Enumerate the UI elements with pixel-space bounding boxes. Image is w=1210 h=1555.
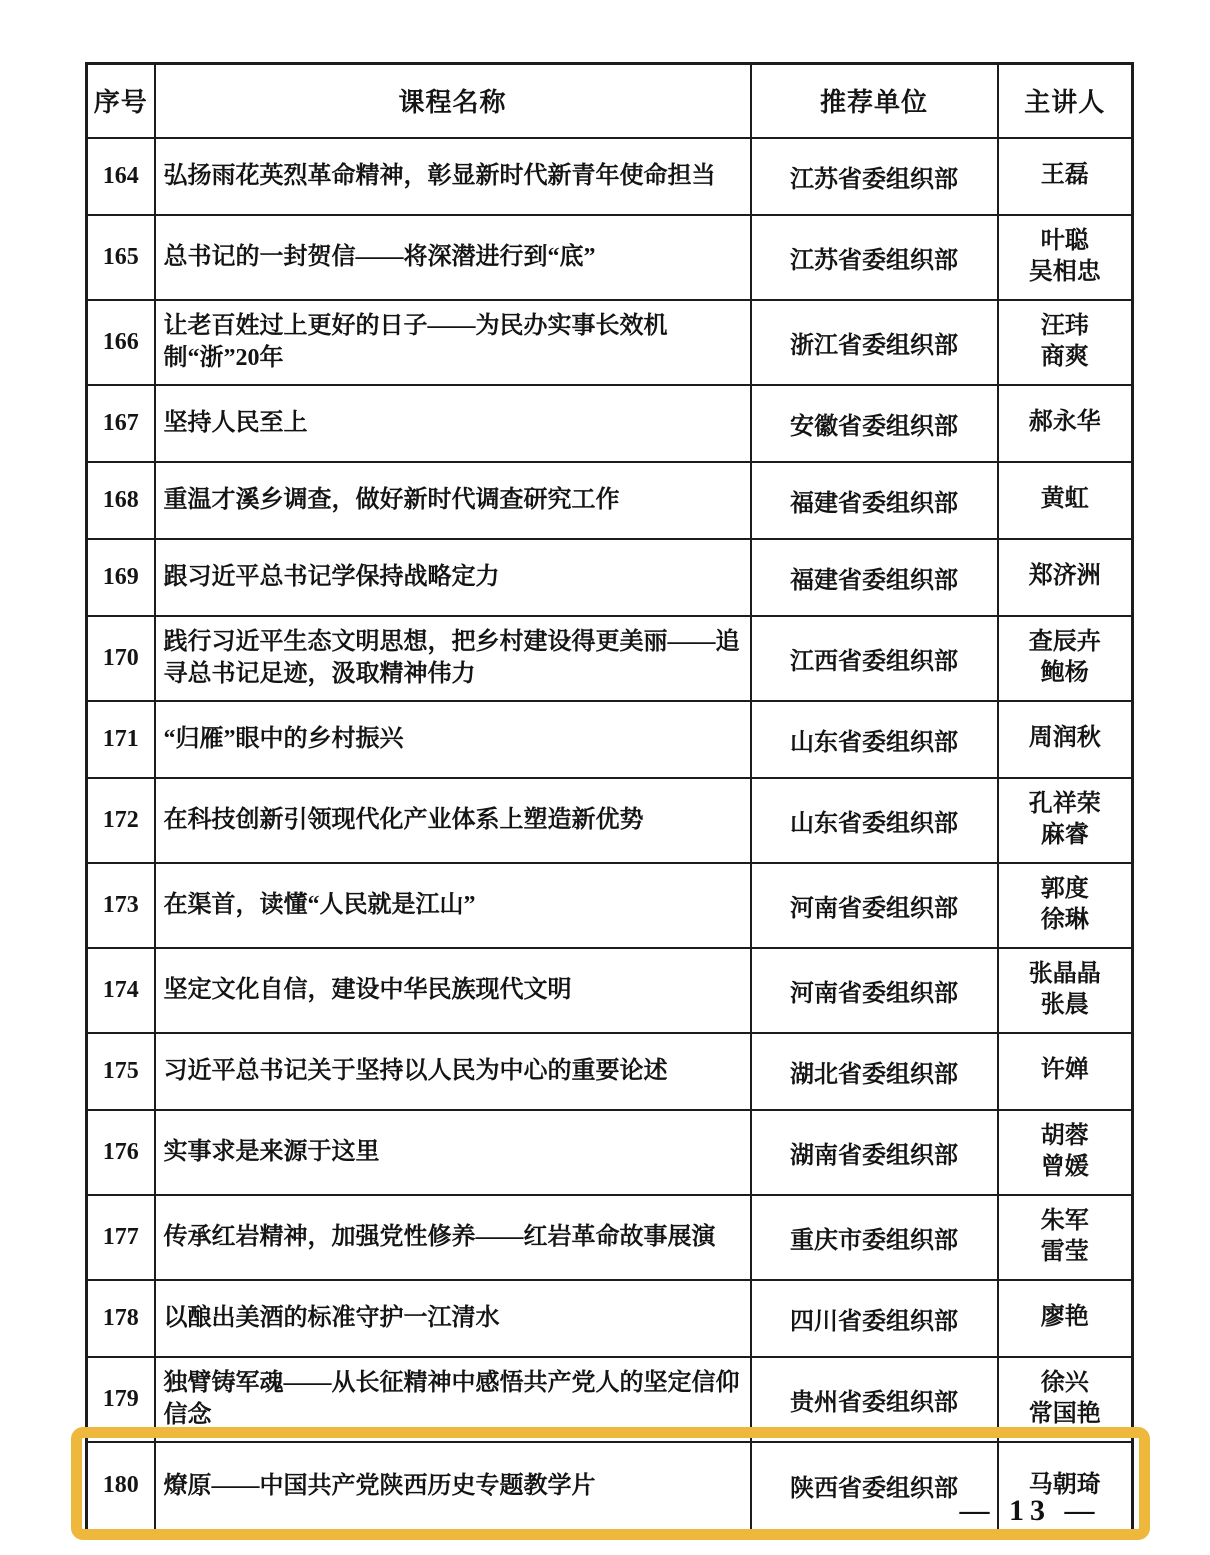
lecturer-names	[998, 215, 1133, 300]
lecturer-names	[998, 701, 1133, 778]
lecturer-names	[998, 385, 1133, 462]
course-name: 以酿出美酒的标准守护一江清水	[155, 1280, 751, 1357]
table-row	[87, 1195, 1133, 1280]
lecturer-name: 常国艳	[1028, 1401, 1101, 1427]
lecturer-name: 马朝琦	[1028, 1472, 1101, 1499]
course-name: 坚持人民至上	[155, 385, 751, 462]
course-name: 跟习近平总书记学保持战略定力	[155, 539, 751, 616]
table-row	[87, 778, 1133, 863]
row-index: 176	[87, 1110, 155, 1195]
row-index: 172	[87, 778, 155, 863]
lecturer-names	[998, 300, 1133, 385]
row-index: 170	[87, 616, 155, 701]
recommending-unit: 江苏省委组织部	[751, 138, 998, 215]
page-number: — 13 —	[959, 1494, 1101, 1527]
recommending-unit: 湖北省委组织部	[751, 1033, 998, 1110]
lecturer-name: 郝永华	[1028, 409, 1101, 436]
row-index: 173	[87, 863, 155, 948]
row-index: 164	[87, 138, 155, 215]
course-table-wrap	[85, 62, 1131, 1532]
row-index: 166	[87, 300, 155, 385]
course-name: 实事求是来源于这里	[155, 1110, 751, 1195]
header-index: 序号	[87, 64, 155, 138]
table-row	[87, 539, 1133, 616]
table-row	[87, 215, 1133, 300]
table-row	[87, 1110, 1133, 1195]
lecturer-names	[998, 539, 1133, 616]
table-row	[87, 300, 1133, 385]
row-index: 179	[87, 1357, 155, 1442]
lecturer-names	[998, 1357, 1133, 1442]
recommending-unit: 福建省委组织部	[751, 462, 998, 539]
table-header-row	[87, 64, 1133, 138]
row-index: 165	[87, 215, 155, 300]
lecturer-name: 查辰卉	[1028, 628, 1101, 655]
lecturer-names	[998, 138, 1133, 215]
lecturer-names	[998, 1110, 1133, 1195]
lecturer-name: 许婵	[1040, 1057, 1089, 1084]
table-row	[87, 701, 1133, 778]
lecturer-names	[998, 1280, 1133, 1357]
recommending-unit: 江苏省委组织部	[751, 215, 998, 300]
table-row	[87, 462, 1133, 539]
lecturer-name: 郑济洲	[1028, 563, 1101, 590]
lecturer-names	[998, 863, 1133, 948]
lecturer-name: 朱军	[1040, 1207, 1089, 1234]
recommending-unit: 湖南省委组织部	[751, 1110, 998, 1195]
course-name: 传承红岩精神，加强党性修养——红岩革命故事展演	[155, 1195, 751, 1280]
header-course: 课程名称	[155, 64, 751, 138]
course-name: 独臂铸军魂——从长征精神中感悟共产党人的坚定信仰信念	[155, 1357, 751, 1442]
course-name: 习近平总书记关于坚持以人民为中心的重要论述	[155, 1033, 751, 1110]
recommending-unit: 安徽省委组织部	[751, 385, 998, 462]
lecturer-name: 张晶晶	[1028, 960, 1101, 987]
recommending-unit: 重庆市委组织部	[751, 1195, 998, 1280]
table-row	[87, 385, 1133, 462]
recommending-unit: 陕西省委组织部	[751, 1442, 998, 1531]
header-unit: 推荐单位	[751, 64, 998, 138]
recommending-unit: 四川省委组织部	[751, 1280, 998, 1357]
course-name: 践行习近平生态文明思想，把乡村建设得更美丽——追寻总书记足迹，汲取精神伟力	[155, 616, 751, 701]
row-index: 167	[87, 385, 155, 462]
lecturer-name: 汪玮	[1040, 312, 1089, 339]
header-lecturer: 主讲人	[998, 64, 1133, 138]
row-index: 180	[87, 1442, 155, 1531]
row-index: 171	[87, 701, 155, 778]
recommending-unit: 河南省委组织部	[751, 863, 998, 948]
table-row	[87, 1033, 1133, 1110]
lecturer-name: 吴相忠	[1028, 259, 1101, 285]
recommending-unit: 河南省委组织部	[751, 948, 998, 1033]
row-index: 169	[87, 539, 155, 616]
lecturer-name: 徐兴	[1040, 1369, 1089, 1396]
lecturer-name: 廖艳	[1040, 1304, 1089, 1331]
row-index: 175	[87, 1033, 155, 1110]
lecturer-name: 鲍杨	[1040, 660, 1089, 686]
table-row	[87, 1280, 1133, 1357]
table-row	[87, 863, 1133, 948]
lecturer-name: 商爽	[1040, 344, 1089, 370]
lecturer-name: 黄虹	[1040, 486, 1089, 513]
course-table	[85, 62, 1134, 1532]
recommending-unit: 浙江省委组织部	[751, 300, 998, 385]
course-name: 总书记的一封贺信——将深潜进行到“底”	[155, 215, 751, 300]
lecturer-name: 王磊	[1040, 162, 1089, 189]
course-name: 坚定文化自信，建设中华民族现代文明	[155, 948, 751, 1033]
lecturer-name: 胡蓉	[1040, 1122, 1089, 1149]
lecturer-name: 叶聪	[1040, 227, 1089, 254]
recommending-unit: 山东省委组织部	[751, 778, 998, 863]
row-index: 174	[87, 948, 155, 1033]
table-row	[87, 948, 1133, 1033]
table-row	[87, 138, 1133, 215]
recommending-unit: 江西省委组织部	[751, 616, 998, 701]
course-name: 重温才溪乡调查，做好新时代调查研究工作	[155, 462, 751, 539]
lecturer-names	[998, 778, 1133, 863]
lecturer-name: 雷莹	[1040, 1239, 1089, 1265]
course-name: 在渠首，读懂“人民就是江山”	[155, 863, 751, 948]
row-index: 177	[87, 1195, 155, 1280]
lecturer-names	[998, 462, 1133, 539]
recommending-unit: 山东省委组织部	[751, 701, 998, 778]
lecturer-name: 张晨	[1040, 992, 1089, 1018]
course-name: 让老百姓过上更好的日子——为民办实事长效机制“浙”20年	[155, 300, 751, 385]
course-name: 燎原——中国共产党陕西历史专题教学片	[155, 1442, 751, 1531]
lecturer-name: 周润秋	[1028, 725, 1101, 752]
course-name: “归雁”眼中的乡村振兴	[155, 701, 751, 778]
row-index: 178	[87, 1280, 155, 1357]
table-row	[87, 1357, 1133, 1442]
course-name: 弘扬雨花英烈革命精神，彰显新时代新青年使命担当	[155, 138, 751, 215]
lecturer-names	[998, 616, 1133, 701]
lecturer-name: 徐琳	[1040, 907, 1089, 933]
lecturer-name: 曾媛	[1040, 1154, 1089, 1180]
recommending-unit: 福建省委组织部	[751, 539, 998, 616]
lecturer-names	[998, 1033, 1133, 1110]
lecturer-name: 麻睿	[1040, 822, 1089, 848]
course-name: 在科技创新引领现代化产业体系上塑造新优势	[155, 778, 751, 863]
lecturer-names	[998, 948, 1133, 1033]
table-row	[87, 616, 1133, 701]
lecturer-names	[998, 1195, 1133, 1280]
row-index: 168	[87, 462, 155, 539]
lecturer-name: 郭度	[1040, 875, 1089, 902]
recommending-unit: 贵州省委组织部	[751, 1357, 998, 1442]
lecturer-name: 孔祥荣	[1028, 790, 1101, 817]
